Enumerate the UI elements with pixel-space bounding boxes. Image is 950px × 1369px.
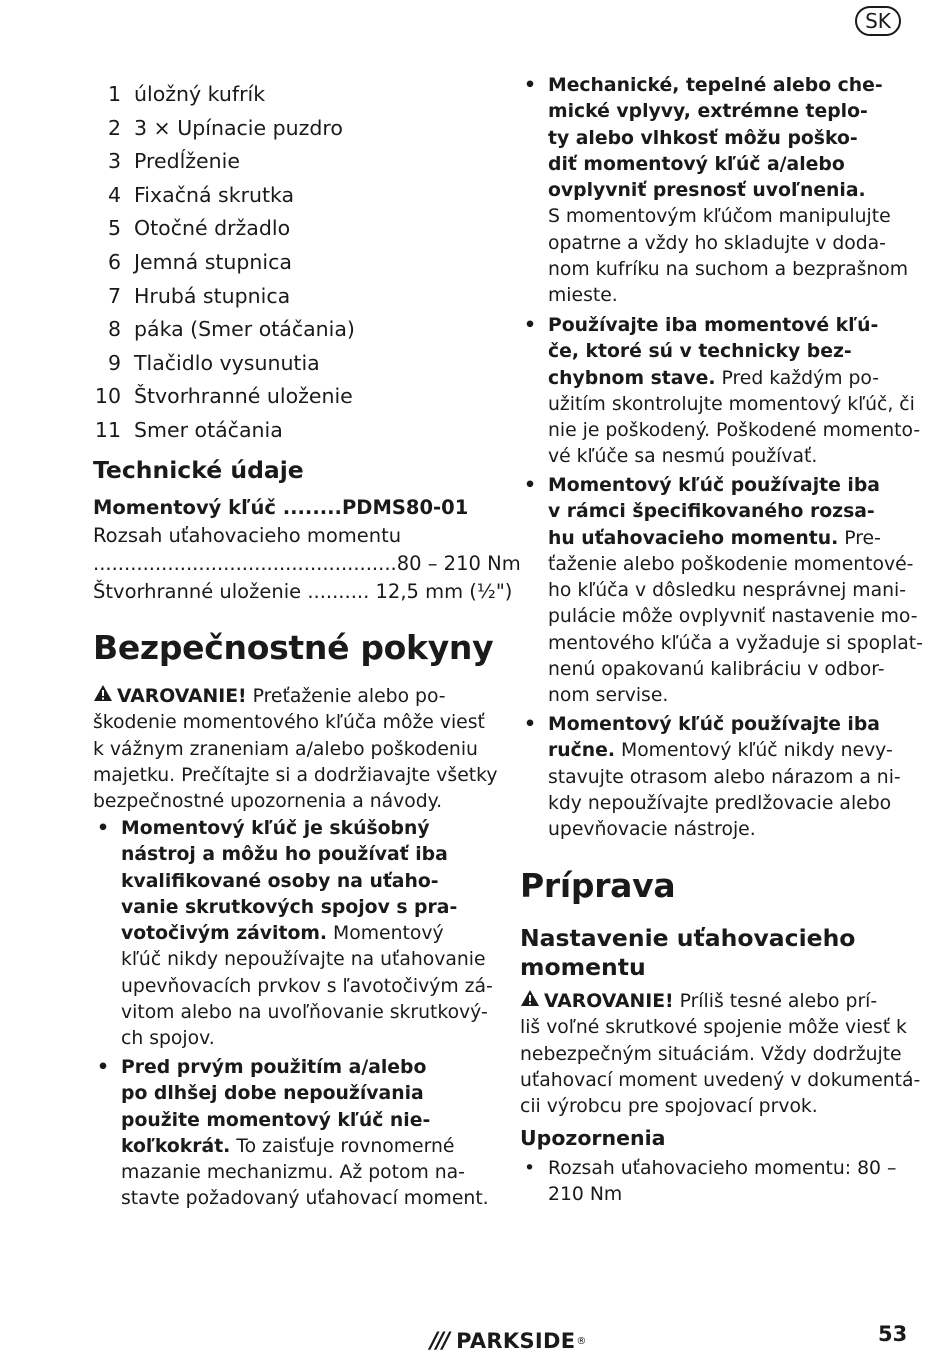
bullet-icon: • xyxy=(524,1158,536,1179)
part-number: 4 xyxy=(107,182,121,207)
part-label: Hrubá stupnica xyxy=(134,283,291,308)
part-label: páka (Smer otáčania) xyxy=(134,317,355,342)
part-number: 7 xyxy=(107,283,121,308)
list-item xyxy=(93,181,355,215)
bullet-text: vitom alebo na uvoľňovanie skrutkový- xyxy=(121,1002,488,1024)
list-item xyxy=(93,349,355,383)
bullet-bold-text: po dlhšej dobe nepoužívania xyxy=(121,1083,424,1105)
warning-label: VAROVANIE! xyxy=(544,991,674,1012)
safety-heading: Bezpečnostné pokyny xyxy=(93,628,494,667)
subheading-line: momentu xyxy=(520,953,646,981)
part-number: 5 xyxy=(107,216,121,241)
bullet-icon: • xyxy=(524,75,537,96)
list-item xyxy=(93,214,355,248)
bullet-text: kdy nepoužívajte predlžovacie alebo xyxy=(548,792,892,814)
part-label: Otočné držadlo xyxy=(134,216,291,241)
parts-list xyxy=(93,80,355,450)
bullet-text: mentového kľúča a vyžaduje si spoplat- xyxy=(548,632,923,654)
safety-warning xyxy=(93,684,497,815)
safety-bullet-3 xyxy=(524,73,909,310)
list-item xyxy=(93,315,355,349)
bullet-bold-text: Momentový kľúč používajte iba xyxy=(548,475,880,496)
bullet-bold-text: ty alebo vlhkosť môžu poško- xyxy=(548,127,858,149)
warning-text: škodenie momentového kľúča môže viesť xyxy=(93,712,485,734)
bullet-bold-text: použite momentový kľúč nie- xyxy=(121,1109,431,1131)
part-number: 3 xyxy=(107,149,121,174)
bullet-text: kľúč nikdy nepoužívajte na uťahovanie xyxy=(121,949,486,971)
notes-heading: Upozornenia xyxy=(520,1126,666,1150)
bullet-text: pulácie môže ovplyvniť nastavenie mo- xyxy=(548,606,918,628)
preparation-warning xyxy=(520,989,920,1120)
bullet-text: 210 Nm xyxy=(548,1184,623,1206)
part-number: 6 xyxy=(107,249,121,274)
bullet-text: S momentovým kľúčom manipulujte xyxy=(548,206,891,228)
bullet-text: To zaisťuje rovnomerné xyxy=(230,1135,455,1157)
bullet-text: upevňovacie nástroje. xyxy=(548,819,756,841)
safety-bullet-5 xyxy=(524,473,923,710)
list-item xyxy=(93,80,355,114)
bullet-bold-text: kvalifikované osoby na uťaho- xyxy=(121,870,439,892)
bullet-text: Pred každým po- xyxy=(715,367,880,389)
model-line: Momentový kľúč ........PDMS80-01 xyxy=(93,496,469,519)
registered-mark: ® xyxy=(576,1335,587,1347)
bullet-bold-text: hu uťahovacieho momentu. xyxy=(548,527,839,549)
list-item xyxy=(93,114,355,148)
language-badge: SK xyxy=(855,6,901,36)
bullet-text: Rozsah uťahovacieho momentu: 80 – xyxy=(548,1158,897,1179)
list-item xyxy=(93,282,355,316)
technical-data-heading: Technické údaje xyxy=(93,456,304,484)
part-number: 1 xyxy=(107,82,121,106)
warning-text: Príliš tesné alebo prí- xyxy=(673,991,878,1012)
part-number: 2 xyxy=(107,115,121,140)
safety-bullet-2 xyxy=(97,1055,489,1213)
bullet-icon: • xyxy=(97,818,110,839)
list-item xyxy=(93,248,355,282)
bullet-text: mieste. xyxy=(548,285,618,307)
logo-slashes-icon: /// xyxy=(430,1328,449,1354)
bullet-text: stavte požadovaný uťahovací moment. xyxy=(121,1188,489,1210)
warning-label: VAROVANIE! xyxy=(117,686,247,707)
bullet-text: ch spojov. xyxy=(121,1028,215,1050)
list-item xyxy=(93,147,355,181)
torque-range-value: .................................................80 – 210 Nm xyxy=(93,552,521,575)
list-item xyxy=(93,416,355,450)
warning-triangle-icon xyxy=(520,989,540,1007)
bullet-icon: • xyxy=(97,1057,110,1078)
bullet-text: užitím skontrolujte momentový kľúč, či xyxy=(548,393,915,415)
warning-text: k vážnym zraneniam a/alebo poškodeniu xyxy=(93,738,478,760)
bullet-bold-text: mické vplyvy, extrémne teplo- xyxy=(548,101,868,123)
bullet-text: Momentový xyxy=(327,923,444,945)
bullet-text: Momentový kľúč nikdy nevy- xyxy=(615,740,893,762)
warning-text: nebezpečným situáciám. Vždy dodržujte xyxy=(520,1043,902,1065)
part-label: Smer otáčania xyxy=(134,417,283,442)
subheading-line: Nastavenie uťahovacieho xyxy=(520,924,856,952)
bullet-bold-text: v rámci špecifikovaného rozsa- xyxy=(548,501,875,523)
bullet-bold-text: ovplyvniť presnosť uvoľnenia. xyxy=(548,180,866,202)
bullet-bold-text: ručne. xyxy=(548,740,616,762)
notes-bullet xyxy=(524,1156,897,1209)
bullet-text: vé kľúče sa nesmú používať. xyxy=(548,446,818,468)
bullet-bold-text: nástroj a môžu ho používať iba xyxy=(121,844,448,866)
part-label: Tlačidlo vysunutia xyxy=(134,350,320,375)
warning-text: liš voľné skrutkové spojenie môže viesť k xyxy=(520,1017,907,1039)
bullet-text: upevňovacích prvkov s ľavotočivým zá- xyxy=(121,975,493,997)
bullet-icon: • xyxy=(524,315,537,336)
part-label: Predĺženie xyxy=(134,149,240,174)
bullet-icon: • xyxy=(524,475,537,496)
part-label: Fixačná skrutka xyxy=(134,182,295,207)
bullet-text: ho kľúča v dôsledku nesprávnej mani- xyxy=(548,580,906,602)
bullet-bold-text: votočivým závitom. xyxy=(121,923,328,945)
warning-text: bezpečnostné upozornenia a návody. xyxy=(93,791,443,813)
technical-specs xyxy=(93,494,521,606)
part-number: 11 xyxy=(94,417,121,442)
bullet-icon: • xyxy=(524,714,537,735)
part-label: úložný kufrík xyxy=(134,82,266,106)
part-label: 3 × Upínacie puzdro xyxy=(134,115,343,140)
page-number: 53 xyxy=(878,1322,908,1346)
bullet-bold-text: Pred prvým použitím a/alebo xyxy=(121,1057,427,1078)
warning-triangle-icon xyxy=(93,684,113,702)
warning-text: Preťaženie alebo po- xyxy=(246,686,446,707)
part-number: 8 xyxy=(107,317,121,342)
part-number: 10 xyxy=(94,384,121,409)
square-drive-line: Štvorhranné uloženie .......... 12,5 mm (½") xyxy=(93,580,513,603)
part-label: Jemná stupnica xyxy=(134,249,292,274)
bullet-text: mazanie mechanizmu. Až potom na- xyxy=(121,1162,465,1184)
bullet-text: nenú opakovanú kalibráciu v odbor- xyxy=(548,659,885,681)
preparation-heading: Príprava xyxy=(520,866,676,905)
bullet-bold-text: vanie skrutkových spojov s pra- xyxy=(121,896,458,918)
safety-bullet-6 xyxy=(524,712,901,843)
safety-bullet-4 xyxy=(524,313,921,471)
bullet-text: nom servise. xyxy=(548,685,669,707)
bullet-text: nom kufríku na suchom a bezprašnom xyxy=(548,259,909,281)
warning-text: uťahovací moment uvedený v dokumentá- xyxy=(520,1069,921,1091)
bullet-bold-text: Momentový kľúč je skúšobný xyxy=(121,818,430,839)
bullet-bold-text: koľkokrát. xyxy=(121,1135,231,1157)
torque-setting-heading xyxy=(520,924,855,982)
part-number: 9 xyxy=(107,350,121,375)
bullet-bold-text: Používajte iba momentové kľú- xyxy=(548,315,879,336)
torque-range-label: Rozsah uťahovacieho momentu xyxy=(93,524,402,547)
bullet-bold-text: Momentový kľúč používajte iba xyxy=(548,714,880,735)
parkside-logo xyxy=(430,1326,586,1356)
bullet-text: stavujte otrasom alebo nárazom a ni- xyxy=(548,766,901,788)
bullet-text: opatrne a vždy ho skladujte v doda- xyxy=(548,232,886,254)
list-item xyxy=(93,382,355,416)
bullet-bold-text: Mechanické, tepelné alebo che- xyxy=(548,75,883,96)
safety-bullet-1 xyxy=(97,816,493,1053)
brand-name: PARKSIDE xyxy=(456,1329,576,1353)
bullet-text: Pre- xyxy=(838,527,881,549)
bullet-bold-text: diť momentový kľúč a/alebo xyxy=(548,153,845,175)
bullet-bold-text: chybnom stave. xyxy=(548,367,716,389)
warning-text: majetku. Prečítajte si a dodržiavajte všetky xyxy=(93,764,498,786)
part-label: Štvorhranné uloženie xyxy=(134,384,353,409)
bullet-bold-text: če, ktoré sú v technicky bez- xyxy=(548,341,852,363)
bullet-text: nie je poškodený. Poškodené momento- xyxy=(548,420,921,442)
warning-text: cii výrobcu pre spojovací prvok. xyxy=(520,1096,818,1118)
bullet-text: ťaženie alebo poškodenie momentové- xyxy=(548,553,914,575)
